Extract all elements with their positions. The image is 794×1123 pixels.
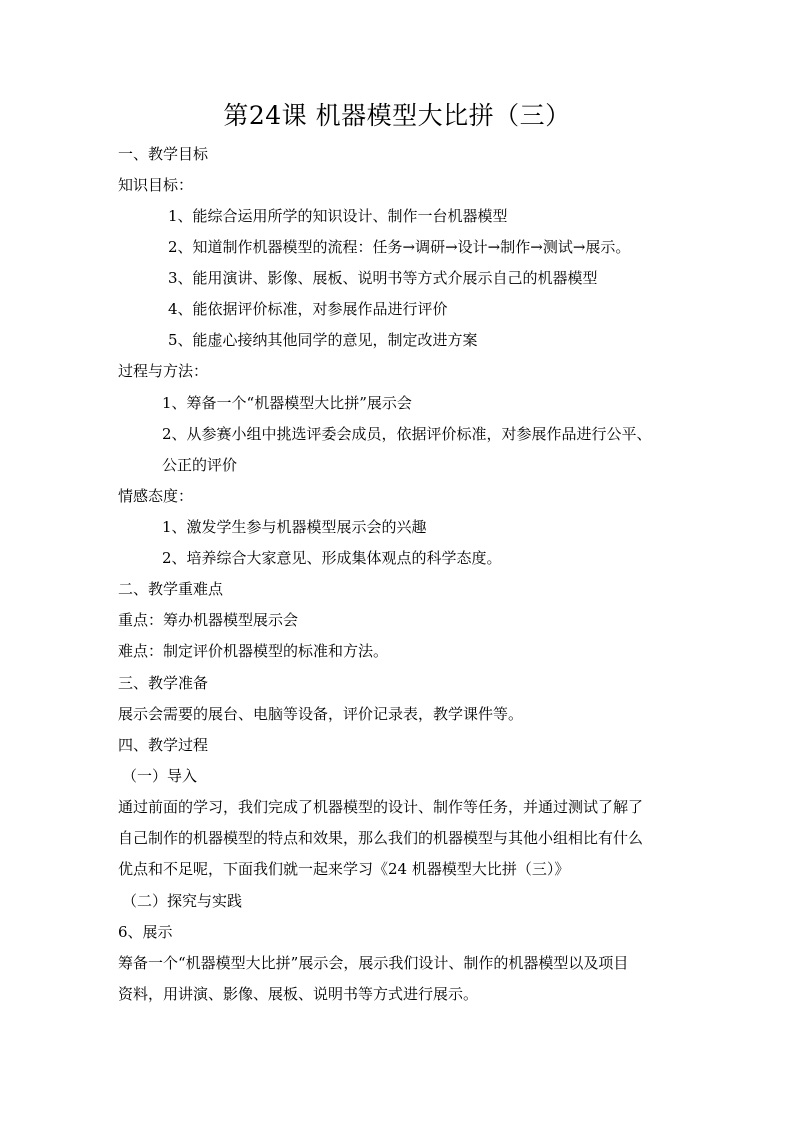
difficult-point: 难点：制定评价机器模型的标准和方法。 [118,642,389,660]
section-heading-key-points: 二、教学重难点 [118,580,224,598]
introduction-paragraph-line-2: 自己制作的机器模型的特点和效果，那么我们的机器模型与其他小组相比有什么 [118,829,644,847]
page-title: 第24课 机器模型大比拼（三） [223,101,571,130]
key-point: 重点：筹办机器模型展示会 [118,611,299,629]
subheading-showcase: 6、展示 [118,923,173,941]
subheading-exploration: （二）探究与实践 [122,892,243,910]
subheading-process: 过程与方法： [118,362,209,380]
knowledge-item-1: 1、能综合运用所学的知识设计、制作一台机器模型 [168,207,508,225]
process-item-2-continued: 公正的评价 [162,456,238,474]
knowledge-item-5: 5、能虚心接纳其他同学的意见，制定改进方案 [168,331,478,349]
knowledge-item-3: 3、能用演讲、影像、展板、说明书等方式介展示自己的机器模型 [168,269,598,287]
section-heading-preparation: 三、教学准备 [118,674,209,692]
process-item-1: 1、筹备一个“机器模型大比拼”展示会 [162,394,412,412]
attitude-item-1: 1、激发学生参与机器模型展示会的兴趣 [162,518,427,536]
subheading-knowledge: 知识目标： [118,176,194,194]
preparation-text: 展示会需要的展台、电脑等设备，评价记录表，教学课件等。 [118,705,524,723]
introduction-paragraph-line-1: 通过前面的学习，我们完成了机器模型的设计、制作等任务，并通过测试了解了 [118,798,644,816]
attitude-item-2: 2、培养综合大家意见、形成集体观点的科学态度。 [162,549,502,567]
section-heading-objectives: 一、教学目标 [118,145,209,163]
subheading-attitude: 情感态度： [118,487,194,505]
process-item-2: 2、从参赛小组中挑选评委会成员，依据评价标准，对参展作品进行公平、 [162,425,652,443]
knowledge-item-2: 2、知道制作机器模型的流程：任务→调研→设计→制作→测试→展示。 [168,238,631,256]
section-heading-process: 四、教学过程 [118,736,209,754]
introduction-paragraph-line-3: 优点和不足呢，下面我们就一起来学习《24 机器模型大比拼（三）》 [118,860,570,878]
subheading-introduction: （一）导入 [122,767,198,785]
showcase-paragraph-line-1: 筹备一个“机器模型大比拼”展示会，展示我们设计、制作的机器模型以及项目 [118,954,629,972]
knowledge-item-4: 4、能依据评价标准，对参展作品进行评价 [168,300,448,318]
showcase-paragraph-line-2: 资料，用讲演、影像、展板、说明书等方式进行展示。 [118,985,479,1003]
